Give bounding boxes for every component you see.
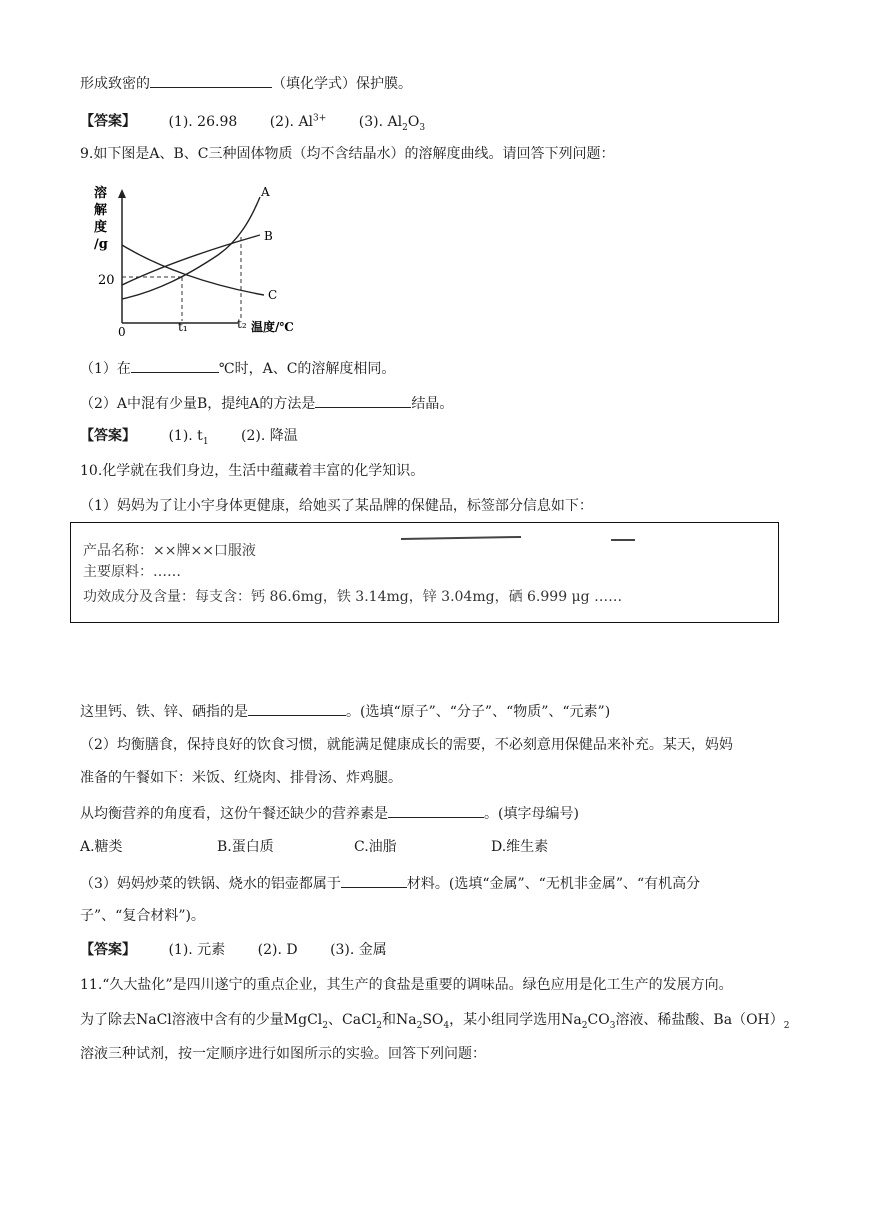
- option-c[interactable]: C.油脂: [354, 839, 397, 855]
- q10-part2-line2: 准备的午餐如下：米饭、红烧肉、排骨汤、炸鸡腿。: [80, 770, 402, 786]
- answer-item: (2). $Al^{3+}$: [269, 113, 327, 130]
- q8-text-post: （填化学式）保护膜。: [272, 76, 412, 92]
- y-tick-label: 20: [98, 273, 115, 288]
- curve-c-label: C: [268, 288, 278, 302]
- y-label-char: /g: [94, 237, 108, 252]
- answer-item: (1). $t_1$: [168, 428, 209, 447]
- decorative-stroke: [401, 536, 521, 540]
- x-axis-label: 温度/℃: [251, 320, 294, 334]
- q9-blank-1[interactable]: [131, 357, 219, 373]
- q8-blank[interactable]: [150, 72, 272, 88]
- curve-a: [122, 197, 260, 299]
- q10-part3-line2: 子”、“复合材料”)。: [80, 908, 205, 924]
- y-axis-arrow-icon: [118, 189, 126, 198]
- q11-line1: 11.“久大盐化”是四川遂宁的重点企业，其生产的食盐是重要的调味品。绿色应用是化工生产的发展方向。: [80, 977, 733, 993]
- y-label-char: 解: [94, 203, 108, 218]
- q8-text-pre: 形成致密的: [80, 76, 150, 92]
- q10-blank-3[interactable]: [341, 872, 407, 888]
- option-a[interactable]: A.糖类: [80, 839, 123, 855]
- label-ingredients: 主要原料：……: [83, 564, 181, 580]
- answer-item: (3). 金属: [330, 942, 387, 958]
- decorative-stroke: [611, 539, 635, 541]
- curve-b-label: B: [264, 229, 273, 243]
- answer-item: (3). $Al_2O_3$: [358, 113, 426, 133]
- q10-blank-2[interactable]: [388, 802, 484, 818]
- q10-stem: 10.化学就在我们身边，生活中蕴藏着丰富的化学知识。: [80, 463, 425, 479]
- y-label-char: 溶: [94, 186, 108, 201]
- answer-item: (1). 26.98: [168, 113, 238, 130]
- q9-part1: （1）在 ℃时，A、C的溶解度相同。: [80, 357, 395, 379]
- product-label-image: [70, 522, 779, 623]
- label-product-name: 产品名称：××牌××口服液: [83, 543, 256, 559]
- q11-line2: 为了除去NaCl溶液中含有的少量MgCl$_2$、CaCl$_2$和$Na_2SO_4$，某小组同学选用$Na_2CO_3$溶液、稀盐酸、$Ba(OH)_2$: [80, 1012, 790, 1031]
- q10-blank-1[interactable]: [248, 700, 346, 716]
- y-label-char: 度: [94, 220, 108, 235]
- q10-options: [80, 837, 628, 857]
- curve-a-label: A: [261, 185, 270, 199]
- option-b[interactable]: B.蛋白质: [217, 839, 274, 855]
- curve-b: [122, 235, 260, 285]
- q9-stem: 9.如下图是A、B、C三种固体物质（均不含结晶水）的溶解度曲线。请回答下列问题：: [80, 146, 615, 162]
- answer-item: (1). 元素: [168, 942, 226, 958]
- q10-part2-line1: （2）均衡膳食，保持良好的饮食习惯，就能满足健康成长的需要，不必刻意用保健品来补充。某天，妈妈: [80, 737, 733, 753]
- x-tick-label: t₂: [237, 317, 247, 331]
- answer-label: 【答案】: [80, 113, 136, 130]
- q9-blank-2[interactable]: [315, 392, 411, 408]
- solubility-curve-chart: [88, 183, 298, 343]
- q11-line3: 溶液三种试剂，按一定顺序进行如图所示的实验。回答下列问题：: [80, 1046, 486, 1062]
- q10-answer: [80, 940, 387, 960]
- q10-part2-line3: 从均衡营养的角度看，这份午餐还缺少的营养素是 。(填字母编号): [80, 802, 579, 824]
- q10-part3-line1: （3）妈妈炒菜的铁锅、烧水的铝壶都属于 材料。(选填“金属”、“无机非金属”、“有机高分: [80, 872, 700, 894]
- answer-label: 【答案】: [80, 942, 136, 958]
- q10-part1: （1）妈妈为了让小宇身体更健康，给她买了某品牌的保健品，标签部分信息如下：: [80, 498, 593, 514]
- q8-answer: [80, 108, 425, 137]
- q8-fill-line: [80, 72, 412, 94]
- answer-item: (2). D: [257, 942, 298, 958]
- q9-answer: [80, 426, 298, 452]
- q10-part1-question: 这里钙、铁、锌、硒指的是 。(选填“原子”、“分子”、“物质”、“元素”): [80, 700, 610, 722]
- answer-label: 【答案】: [80, 428, 136, 444]
- answer-item: (2). 降温: [241, 428, 298, 444]
- option-d[interactable]: D.维生素: [491, 839, 549, 855]
- q9-part2: （2）A中混有少量B，提纯A的方法是 结晶。: [80, 392, 453, 414]
- origin-label: 0: [118, 325, 126, 339]
- x-tick-label: t₁: [178, 320, 188, 334]
- label-contents: 功效成分及含量：每支含：钙 86.6mg，铁 3.14mg，锌 3.04mg，硒 6.999 μg ……: [83, 589, 623, 605]
